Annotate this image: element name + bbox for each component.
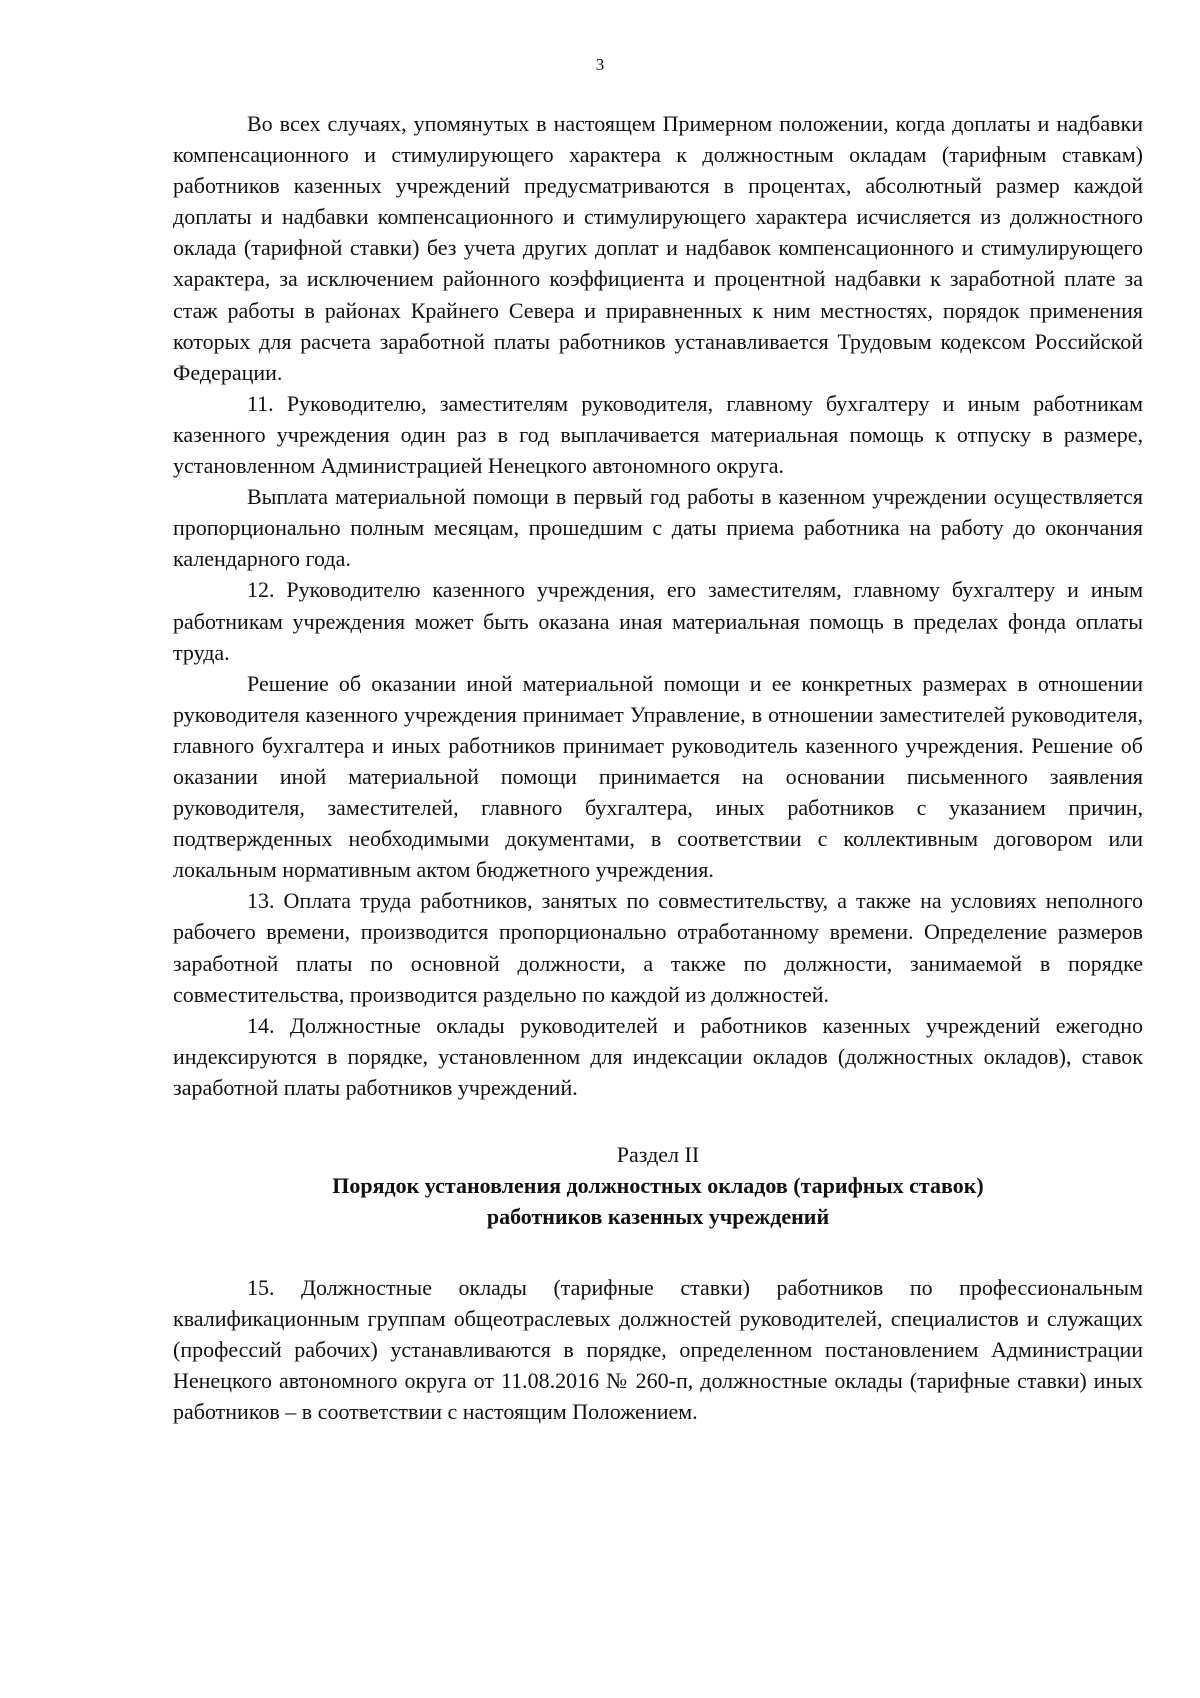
paragraph-material-aid-decision: Решение об оказании иной материальной помощи и ее конкретных размерах в отношении руководителя казенного учреждения принимает Управление, в отношении заместителей руководителя, главного бухгалтера и иных работников принимает руководитель казенного учреждения. Решение об оказании иной материальной помощи принимается на основании письменного заявления руководителя, заместителей, главного бухгалтера, иных работников с указанием причин, подтвержденных необходимыми документами, в соответствии с коллективным договором или локальным нормативным актом бюджетного учреждения. <box>173 670 1143 883</box>
section-heading <box>173 1139 1143 1232</box>
section-title-line-2: работников казенных учреждений <box>486 1204 830 1229</box>
paragraph-percent-allowances: Во всех случаях, упомянутых в настоящем Примерном положении, когда доплаты и надбавки компенсационного и стимулирующего характера к должностным окладам (тарифным ставкам) работников казенных учреждений предусматриваются в процентах, абсолютный размер каждой доплаты и надбавки компенсационного и стимулирующего характера исчисляется из должностного оклада (тарифной ставки) без учета других доплат и надбавок компенсационного и стимулирующего характера, за исключением районного коэффициента и процентной надбавки к заработной плате за стаж работы в районах Крайнего Севера и приравненных к ним местностях, порядок применения которых для расчета заработной платы работников устанавливается Трудовым кодексом Российской Федерации. <box>173 111 1143 385</box>
paragraph-item-11: 11. Руководителю, заместителям руководителя, главному бухгалтеру и иным работникам казенного учреждения один раз в год выплачивается материальная помощь к отпуску в размере, установленном Администрацией Ненецкого автономного округа. <box>173 390 1143 479</box>
paragraph-item-13: 13. Оплата труда работников, занятых по совместительству, а также на условиях неполного рабочего времени, производится пропорционально отработанному времени. Определение размеров заработной платы по основной должности, а также по должности, занимаемой в порядке совместительства, производится раздельно по каждой из должностей. <box>173 888 1143 1007</box>
paragraph-item-12: 12. Руководителю казенного учреждения, его заместителям, главному бухгалтеру и иным работникам учреждения может быть оказана иная материальная помощь в пределах фонда оплаты труда. <box>173 577 1143 665</box>
paragraph-item-14: 14. Должностные оклады руководителей и работников казенных учреждений ежегодно индексируются в порядке, установленном для индексации окладов (должностных окладов), ставок заработной платы работников учреждений. <box>173 1012 1143 1100</box>
section-label: Раздел II <box>616 1142 700 1167</box>
section-spacer <box>173 1232 1143 1272</box>
document-body <box>173 108 1143 1427</box>
paragraph-material-aid-first-year: Выплата материальной помощи в первый год работы в казенном учреждении осуществляется пропорционально полным месяцам, прошедшим с даты приема работника на работу до окончания календарного года. <box>173 484 1143 572</box>
page-number: 3 <box>595 55 605 74</box>
section-title-line-1: Порядок установления должностных окладов (тарифных ставок) <box>332 1173 984 1198</box>
paragraph-item-15: 15. Должностные оклады (тарифные ставки) работников по профессиональным квалификационным группам общеотраслевых должностей руководителей, специалистов и служащих (профессий рабочих) устанавливаются в порядке, определенном постановлением Администрации Ненецкого автономного округа от 11.08.2016 № 260-п, должностные оклады (тарифные ставки) иных работников – в соответствии с настоящим Положением. <box>173 1275 1143 1425</box>
